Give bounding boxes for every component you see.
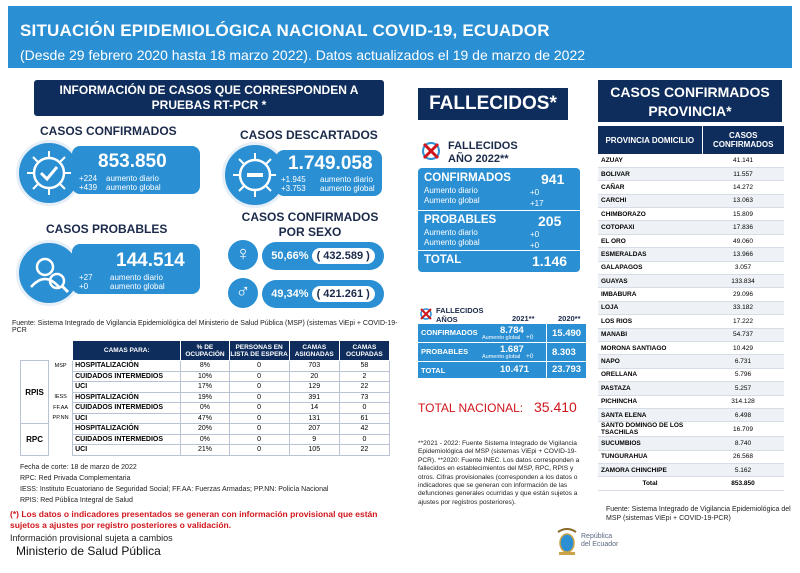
camas-wait: 0 [229,403,289,414]
camas-wait: 0 [229,382,289,393]
female-icon: ♀ [228,240,258,270]
camas-occupied: 61 [339,413,389,424]
provincia-row [598,408,784,421]
provincia-name: LOJA [598,301,702,314]
camas-pct: 19% [181,392,229,403]
provincia-row [598,275,784,288]
camas-assigned: 105 [289,445,339,456]
descartados-label: CASOS DESCARTADOS [240,128,378,142]
camas-wait: 0 [229,361,289,372]
camas-wait: 0 [229,392,289,403]
provincia-name: COTOPAXI [598,221,702,234]
provincia-name: TUNGURAHUA [598,450,702,463]
fa-label: CONFIRMADOS [421,328,478,337]
provincia-row [598,315,784,328]
fa-row-probables [418,343,586,361]
provincia-row [598,422,784,437]
provincia-name: MORONA SANTIAGO [598,341,702,354]
camas-occupied: 0 [339,403,389,414]
confirmados-card [72,146,200,194]
provincia-casos: 5.257 [702,382,784,395]
provincia-name: ZAMORA CHINCHIPE [598,464,702,477]
fa-sub: Aumento global [482,335,521,341]
camas-pct: 20% [181,424,229,435]
camas-occupied: 0 [339,434,389,445]
camas-blank-2 [49,341,73,361]
camas-group: RPIS [21,361,49,424]
provincia-name: PICHINCHA [598,395,702,408]
confirmados-value: 853.850 [98,151,167,172]
provincia-casos: 13.966 [702,248,784,261]
provincia-row [598,208,784,221]
confirmados-global-label: aumento global [106,183,161,192]
camas-pct: 47% [181,413,229,424]
camas-row [21,371,390,382]
provincia-casos: 17.222 [702,315,784,328]
camas-inst: PP.NN [52,415,69,422]
camas-inst [49,445,73,456]
camas-type: HOSPITALIZACIÓN [73,392,181,403]
provincia-name: CHIMBORAZO [598,208,702,221]
camas-occupied: 58 [339,361,389,372]
logo-line1: República [581,533,613,540]
f-total-value: 1.146 [532,253,568,269]
camas-inst [49,371,73,382]
provincia-casos: 8.740 [702,437,784,450]
provincia-row [598,234,784,247]
virus-x-icon [418,138,444,164]
probables-value: 144.514 [116,250,185,271]
provincia-row [598,382,784,395]
camas-assigned: 207 [289,424,339,435]
camas-type: CUIDADOS INTERMEDIOS [73,434,181,445]
provincia-casos: 10.429 [702,341,784,354]
provincia-casos: 11.557 [702,167,784,180]
provincia-name: SUCUMBIOS [598,437,702,450]
male-pct: 49,34% [271,288,309,300]
camas-note: RPIS: Red Pública Integral de Salud [20,497,133,504]
provincia-casos: 41.141 [702,154,784,167]
f-confirmados-value: 941 [541,171,565,187]
camas-type: UCI [73,445,181,456]
provincia-casos: 54.737 [702,328,784,341]
provincia-row [598,368,784,381]
camas-pct: 21% [181,445,229,456]
fallecidos-anos-box [418,324,586,378]
male-icon: ♂ [228,278,258,308]
fallecidos-header: FALLECIDOS* [418,88,568,120]
total-nacional-value: 35.410 [534,399,577,415]
page-title: SITUACIÓN EPIDEMIOLÓGICA NACIONAL COVID-19, ECUADOR [20,21,550,40]
provincia-casos: 15.809 [702,208,784,221]
provincia-casos: 6.498 [702,408,784,421]
provincia-casos: 853.850 [702,477,784,490]
camas-type: CUIDADOS INTERMEDIOS [73,371,181,382]
probables-global: +0 [79,282,89,291]
camas-header: CAMAS ASIGNADAS [289,341,339,361]
f-aumento-diario: Aumento diario [424,228,478,237]
provincia-row [598,464,784,477]
male-bar [262,280,384,308]
provincia-casos: 314.128 [702,395,784,408]
camas-occupied: 2 [339,371,389,382]
provincia-name: AZUAY [598,154,702,167]
provincia-row [598,355,784,368]
fa-v2020: 15.490 [552,328,582,339]
camas-pct: 10% [181,371,229,382]
provincia-row [598,395,784,408]
f-aumento-global: Aumento global [424,196,480,205]
provincia-row [598,154,784,167]
female-pct: 50,66% [271,250,309,262]
provincia-row [598,328,784,341]
provincia-name: SANTO DOMINGO DE LOS TSACHILAS [598,422,702,437]
ministerio-label: Ministerio de Salud Pública [16,544,161,558]
camas-pct: 8% [181,361,229,372]
fa-v2021: 8.784 [500,325,524,336]
probables-daily: +27 [79,273,93,282]
header-banner [8,6,792,68]
sexo-label: CASOS CONFIRMADOS POR SEXO [241,210,379,239]
camas-note: RPC: Red Privada Complementaria [20,475,131,482]
camas-assigned: 20 [289,371,339,382]
confirmados-global: +439 [79,183,98,192]
provincia-casos: 49.060 [702,234,784,247]
provincia-row [598,301,784,314]
camas-inst: IESS [54,394,67,401]
col-2021: 2021** [512,314,535,323]
fa-v2021: 1.687 [500,344,524,355]
camas-note: Fecha de corte: 18 de marzo de 2022 [20,464,137,471]
provincia-name: ORELLANA [598,368,702,381]
descartados-value: 1.749.058 [288,153,373,174]
provincia-name: BOLIVAR [598,167,702,180]
camas-type: CUIDADOS INTERMEDIOS [73,403,181,414]
rtpcr-header: INFORMACIÓN DE CASOS QUE CORRESPONDEN A PRUEBAS RT-PCR * [34,80,384,116]
male-value: ( 421.261 ) [312,286,375,302]
provincia-name: GALAPAGOS [598,261,702,274]
provincia-casos: 16.709 [702,422,784,437]
descartados-global-label: aumento global [320,184,375,193]
fa-v2021: 10.471 [500,364,530,375]
confirmados-label: CASOS CONFIRMADOS [40,124,177,138]
provincia-name: NAPO [598,355,702,368]
provincia-row [598,261,784,274]
provincia-row [598,221,784,234]
page-subtitle: (Desde 29 febrero 2020 hasta 18 marzo 2022). Datos actualizados el 19 de marzo de 2022 [20,47,586,63]
provincia-header: CASOS CONFIRMADOS PROVINCIA* [598,80,782,122]
fuente-rtpcr: Fuente: Sistema Integrado de Vigilancia Epidemiológica del Ministerio de Salud Pública (MSP) (sistemas ViEpi + COVID-19-PCR [12,320,398,334]
confirmados-daily: +224 [79,174,98,183]
camas-header: PERSONAS EN LISTA DE ESPERA [229,341,289,361]
provincia-row [598,341,784,354]
provincia-casos: 3.057 [702,261,784,274]
camas-assigned: 391 [289,392,339,403]
camas-wait: 0 [229,424,289,435]
camas-wait: 0 [229,445,289,456]
fa-label: PROBABLES [421,347,469,356]
provincia-row [598,248,784,261]
descartados-daily-label: aumento diario [320,175,373,184]
disclaimer: (*) Los datos o indicadores presentados se generan con información provisional que están sujetos a ajustes por registro posteriores o validación. [10,509,378,530]
probables-global-label: aumento global [110,282,165,291]
f-aumento-global: Aumento global [424,238,480,247]
camas-row [21,413,390,424]
fa-row-confirmados [418,324,586,342]
camas-wait: 0 [229,413,289,424]
provincia-name: SANTA ELENA [598,408,702,421]
provincia-name: LOS RIOS [598,315,702,328]
camas-inst: FF.AA [53,404,69,411]
camas-row [21,392,390,403]
camas-pct: 0% [181,403,229,414]
camas-header: CAMAS OCUPADAS [339,341,389,361]
camas-occupied: 22 [339,382,389,393]
provincia-casos: 33.182 [702,301,784,314]
fa-label: TOTAL [421,366,446,375]
provincia-row [598,477,784,490]
provincia-casos: 29.096 [702,288,784,301]
provincia-row [598,194,784,207]
camas-row [21,424,390,435]
female-value: ( 432.589 ) [312,248,375,264]
camas-occupied: 42 [339,424,389,435]
republica-logo [581,533,618,549]
divider [418,210,580,211]
descartados-daily: +1.945 [281,175,306,184]
provincia-name: CAÑAR [598,181,702,194]
fa-v2020: 23.793 [552,364,582,375]
descartados-card [276,150,382,196]
camas-row [21,445,390,456]
col-2020: 2020** [558,314,581,323]
f-prob-daily: +0 [530,230,540,239]
f-conf-global: +17 [530,199,544,208]
provincia-name: GUAYAS [598,275,702,288]
f-confirmados-label: CONFIRMADOS [424,172,511,184]
virus-x-icon [418,306,434,322]
provincia-name: Total [598,477,702,490]
probables-daily-label: aumento diario [110,273,163,282]
provincia-casos: 5.162 [702,464,784,477]
camas-type: HOSPITALIZACIÓN [73,361,181,372]
fallecidos-anos-label: FALLECIDOS AÑOS [436,306,484,324]
camas-pct: 0% [181,434,229,445]
provincia-casos: 5.796 [702,368,784,381]
camas-type: UCI [73,382,181,393]
provincia-col-header: PROVINCIA DOMICILIO [598,126,702,154]
confirmados-daily-label: aumento diario [106,174,159,183]
camas-assigned: 703 [289,361,339,372]
female-bar [262,242,384,270]
camas-type: UCI [73,413,181,424]
provincia-row [598,450,784,463]
provincia-name: PASTAZA [598,382,702,395]
provincia-name: ESMERALDAS [598,248,702,261]
camas-inst [49,434,73,445]
f-prob-global: +0 [530,241,540,250]
camas-group: RPC [21,424,49,456]
camas-wait: 0 [229,371,289,382]
provincia-row [598,437,784,450]
provincia-name: CARCHI [598,194,702,207]
camas-assigned: 9 [289,434,339,445]
fa-subval: +0 [526,353,534,360]
camas-inst [49,424,73,435]
fa-sub: Aumento global [482,354,521,360]
provincia-name: IMBABURA [598,288,702,301]
camas-row [21,434,390,445]
camas-header: CAMAS PARA: [73,341,181,361]
divider [418,250,580,251]
probables-label: CASOS PROBABLES [46,222,168,236]
f-probables-value: 205 [538,213,562,229]
provincia-casos: 6.731 [702,355,784,368]
camas-assigned: 14 [289,403,339,414]
f-aumento-diario: Aumento diario [424,186,478,195]
provincia-casos: 26.568 [702,450,784,463]
camas-row [21,382,390,393]
camas-occupied: 22 [339,445,389,456]
camas-blank-1 [21,341,49,361]
f-total-label: TOTAL [424,254,462,266]
camas-inst: MSP [54,362,67,369]
provincia-casos: 133.834 [702,275,784,288]
camas-pct: 17% [181,382,229,393]
descartados-global: +3.753 [281,184,306,193]
provincia-name: EL ORO [598,234,702,247]
probables-card [72,244,200,294]
camas-wait: 0 [229,434,289,445]
fa-subval: +0 [526,334,534,341]
provincia-row [598,288,784,301]
camas-type: HOSPITALIZACIÓN [73,424,181,435]
provincia-table [598,126,784,491]
fa-v2020: 8.303 [552,347,576,358]
camas-note: IESS: Instituto Ecuatoriano de Seguridad Social; FF.AA: Fuerzas Armadas; PP.NN: Policía Nacional [20,486,329,493]
notas-fallecidos: **2021 - 2022: Fuente Sistema Integrado de Vigilancia Epidemiológica del MSP (sistemas ViEpi + COVID-19-PCR). **2020: Fuente INEC. Los datos corresponden a fallecidos en establecimientos del MSP, RPC, RPIS y otros. Cifras provisionales (corresponden a los datos o indicadores que se generan con información de las defunciones generales ocurridas y que están sujetos a ajustes por registros posteriores). [418,440,580,506]
provincia-row [598,167,784,180]
provisional-note: Información provisional sujeta a cambios [10,533,173,543]
camas-row [21,361,390,372]
provincia-casos: 13.063 [702,194,784,207]
camas-assigned: 131 [289,413,339,424]
total-nacional-label: TOTAL NACIONAL: [418,401,524,415]
camas-table [20,340,390,456]
camas-inst [49,382,73,393]
fallecidos-2022-box [418,168,580,272]
provincia-fuente: Fuente: Sistema Integrado de Vigilancia Epidemiológica del MSP (sistemas ViEpi + COVID-19-PCR) [606,506,791,522]
provincia-row [598,181,784,194]
casos-col-header: CASOS CONFIRMADOS [702,126,784,154]
fallecidos-year-label: FALLECIDOS AÑO 2022** [448,140,518,165]
camas-occupied: 73 [339,392,389,403]
logo-line2: del Ecuador [581,541,619,548]
provincia-casos: 14.272 [702,181,784,194]
camas-row [21,403,390,414]
f-probables-label: PROBABLES [424,214,497,226]
camas-header: % DE OCUPACIÓN [181,341,229,361]
provincia-casos: 17.836 [702,221,784,234]
ecuador-coat-of-arms-icon [556,528,578,556]
fa-row-total [418,362,586,378]
camas-notes [20,462,328,506]
f-conf-daily: +0 [530,188,540,197]
provincia-name: MANABI [598,328,702,341]
camas-assigned: 129 [289,382,339,393]
